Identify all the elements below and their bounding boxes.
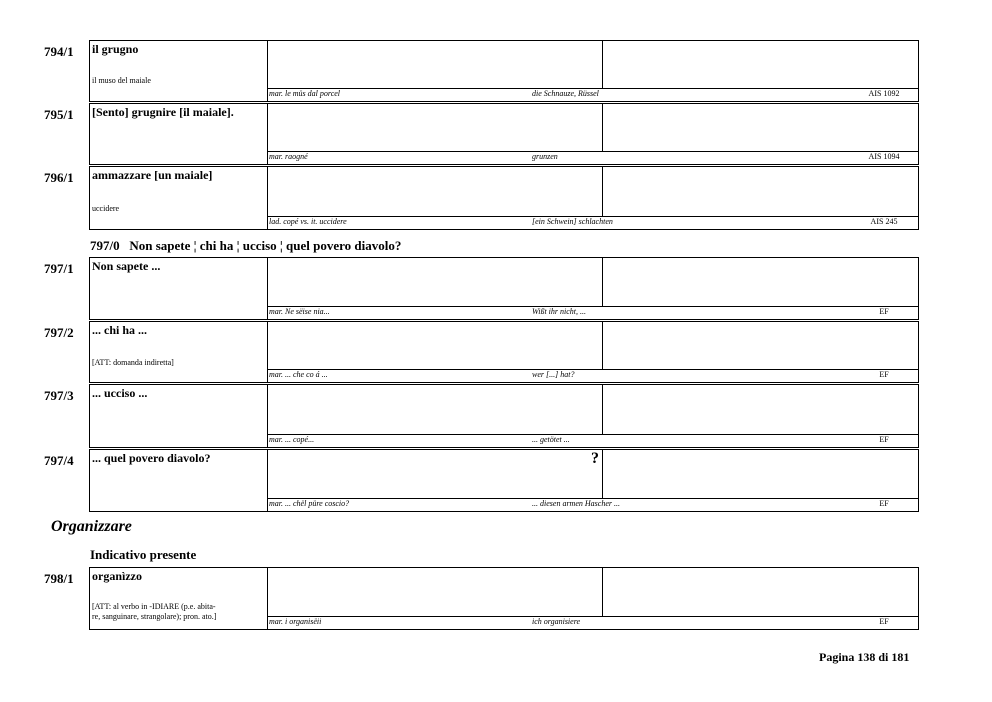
entry-label-cell [90,258,268,319]
entry-source: AIS 1092 [868,89,900,98]
answer-box-left[interactable] [268,322,603,370]
entry-source: AIS 245 [870,217,898,226]
entry-label-cell [90,385,268,447]
german-translation: [ein Schwein] schlachten [532,217,613,226]
entry-label-cell [90,450,268,511]
german-translation: wer [...] hat? [532,370,575,379]
entry-title: il grugno [92,42,139,56]
page-number: Pagina 138 di 181 [819,650,910,664]
entry-code: 797/4 [44,453,74,468]
entry-label-cell [90,322,268,382]
entry-source: EF [879,499,889,508]
entry-source: EF [879,370,889,379]
entry-row [89,40,919,102]
entry-code: 797/2 [44,325,74,340]
entry-footer [268,433,918,447]
ladin-translation: mar. ... copé... [269,435,315,444]
group-header-text: Non sapete ¦ chi ha ¦ ucciso ¦ quel povero diavolo? [129,238,402,253]
entry-label-cell [90,104,268,164]
entry-row [89,257,919,320]
answer-box-right[interactable] [603,568,918,617]
answer-box-right[interactable] [603,322,918,370]
answer-box-left[interactable] [268,385,603,435]
entry-source: AIS 1094 [868,152,900,161]
german-translation: grunzen [532,152,558,161]
entry-title: [Sento] grugnire [il maiale]. [92,105,234,119]
german-translation: Wißt ihr nicht, ... [532,307,586,316]
entry-title: Non sapete ... [92,259,161,273]
entry-source: EF [879,435,889,444]
entry-footer [268,87,918,101]
entry-footer [268,497,918,511]
entry-title: ... ucciso ... [92,386,148,400]
german-translation: ich organisiere [532,617,581,626]
entry-label-cell [90,41,268,101]
ladin-translation: mar. le müs dal porcel [269,89,341,98]
answer-box-left[interactable] [268,104,603,152]
entry-title: ... chi ha ... [92,323,148,337]
entry-title: ... quel povero diavolo? [92,451,211,465]
answer-box-right[interactable] [603,385,918,435]
entry-footer [268,615,918,629]
subsection-title: Indicativo presente [90,547,197,562]
answer-box-right[interactable] [603,41,918,89]
entry-row [89,384,919,448]
group-header [90,238,401,254]
entry-code: 794/1 [44,44,74,59]
entry-footer [268,368,918,382]
entry-title: ammazzare [un maiale] [92,168,213,182]
entry-label-cell [90,167,268,229]
entry-code: 797/3 [44,388,74,403]
answer-box-left[interactable] [268,167,603,217]
entry-code: 798/1 [44,571,74,586]
section-title: Organizzare [51,518,132,535]
answer-box-left[interactable] [268,258,603,307]
entry-note: il muso del maiale [92,76,151,85]
entry-note: [ATT: domanda indiretta] [92,358,174,367]
entry-footer [268,215,918,229]
entry-title: organìzzo [92,569,142,583]
ladin-translation: mar. ... che co á ... [269,370,328,379]
entry-source: EF [879,617,889,626]
question-mark: ? [591,450,599,467]
entry-footer [268,150,918,164]
answer-box-left[interactable] [268,568,603,617]
entry-note: uccidere [92,204,120,213]
ladin-translation: mar. Ne sëise nia... [269,307,330,316]
entry-label-cell [90,568,268,629]
ladin-translation: lad. copé vs. it. uccidere [269,217,347,226]
ladin-translation: mar. raogné [269,152,308,161]
answer-box-right[interactable] [603,104,918,152]
entry-row [89,449,919,512]
entry-code: 795/1 [44,107,74,122]
german-translation: ... diesen armen Hascher ... [532,499,620,508]
german-translation: ... getötet ... [532,435,570,444]
entry-footer [268,305,918,319]
entry-row [89,103,919,165]
answer-box-left[interactable] [268,450,603,499]
entry-row [89,567,919,630]
entry-note: [ATT: al verbo in -IDIARE (p.e. abita- re, sanguinare, strangolare); pron. ato.] [92,602,217,621]
german-translation: die Schnauze, Rüssel [532,89,599,98]
answer-box-right[interactable] [603,258,918,307]
entry-code: 797/1 [44,261,74,276]
entry-code: 796/1 [44,170,74,185]
ladin-translation: mar. i organisëii [269,617,322,626]
entry-row [89,321,919,383]
answer-box-right[interactable] [603,450,918,499]
answer-box-left[interactable] [268,41,603,89]
entry-row [89,166,919,230]
answer-box-right[interactable] [603,167,918,217]
entry-source: EF [879,307,889,316]
ladin-translation: mar. ... chël püre coscio? [269,499,350,508]
group-header-code: 797/0 [90,238,120,253]
